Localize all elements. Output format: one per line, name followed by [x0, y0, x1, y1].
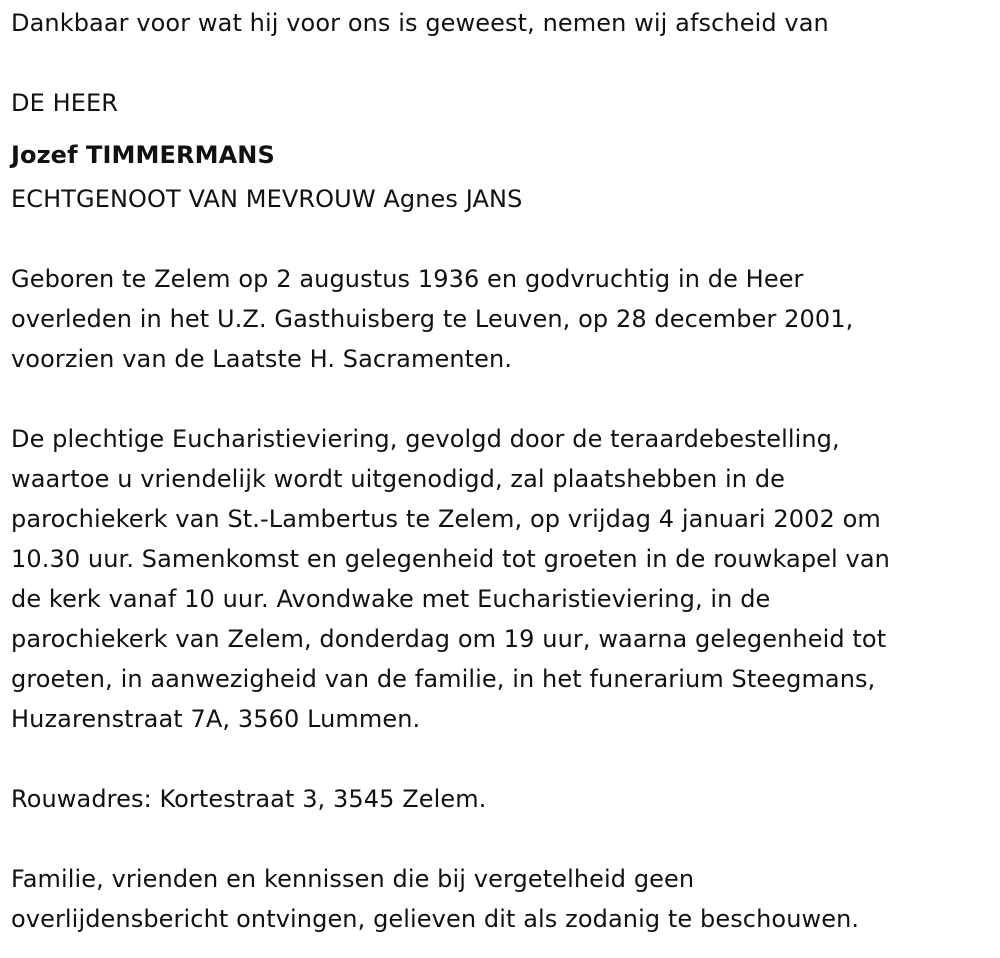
paragraph-line: parochiekerk van St.-Lambertus te Zelem, op vrijdag 4 januari 2002 om [11, 505, 881, 533]
birth-death-paragraph [11, 259, 986, 379]
paragraph-line: 10.30 uur. Samenkomst en gelegenheid tot groeten in de rouwkapel van [11, 545, 890, 573]
spacer [11, 739, 986, 779]
spouse-line: ECHTGENOOT VAN MEVROUW Agnes JANS [11, 185, 523, 213]
ceremony-paragraph [11, 419, 986, 739]
paragraph-line: de kerk vanaf 10 uur. Avondwake met Eucharistieviering, in de [11, 585, 771, 613]
intro-text: Dankbaar voor wat hij voor ons is geweest, nemen wij afscheid van [11, 9, 829, 37]
paragraph-line: voorzien van de Laatste H. Sacramenten. [11, 345, 513, 373]
paragraph-line: overlijdensbericht ontvingen, gelieven dit als zodanig te beschouwen. [11, 905, 860, 933]
honorific-title: DE HEER [11, 89, 119, 117]
spacer [11, 379, 986, 419]
paragraph-line: overleden in het U.Z. Gasthuisberg te Leuven, op 28 december 2001, [11, 305, 854, 333]
paragraph-line: parochiekerk van Zelem, donderdag om 19 uur, waarna gelegenheid tot [11, 625, 887, 653]
paragraph-line: Geboren te Zelem op 2 augustus 1936 en godvruchtig in de Heer [11, 265, 804, 293]
deceased-name [11, 131, 986, 179]
spacer [11, 43, 986, 83]
obituary-document [11, 3, 986, 939]
paragraph-line: De plechtige Eucharistieviering, gevolgd door de teraardebestelling, [11, 425, 840, 453]
paragraph-line: waartoe u vriendelijk wordt uitgenodigd, zal plaatshebben in de [11, 465, 786, 493]
mourning-address: Rouwadres: Kortestraat 3, 3545 Zelem. [11, 785, 487, 813]
deceased-name-bold: Jozef TIMMERMANS [11, 141, 275, 169]
paragraph-line: Familie, vrienden en kennissen die bij vergetelheid geen [11, 865, 695, 893]
spacer [11, 219, 986, 259]
spacer [11, 819, 986, 859]
paragraph-line: Huzarenstraat 7A, 3560 Lummen. [11, 705, 421, 733]
closing-paragraph [11, 859, 986, 939]
spacer [11, 123, 986, 131]
paragraph-line: groeten, in aanwezigheid van de familie, in het funerarium Steegmans, [11, 665, 876, 693]
